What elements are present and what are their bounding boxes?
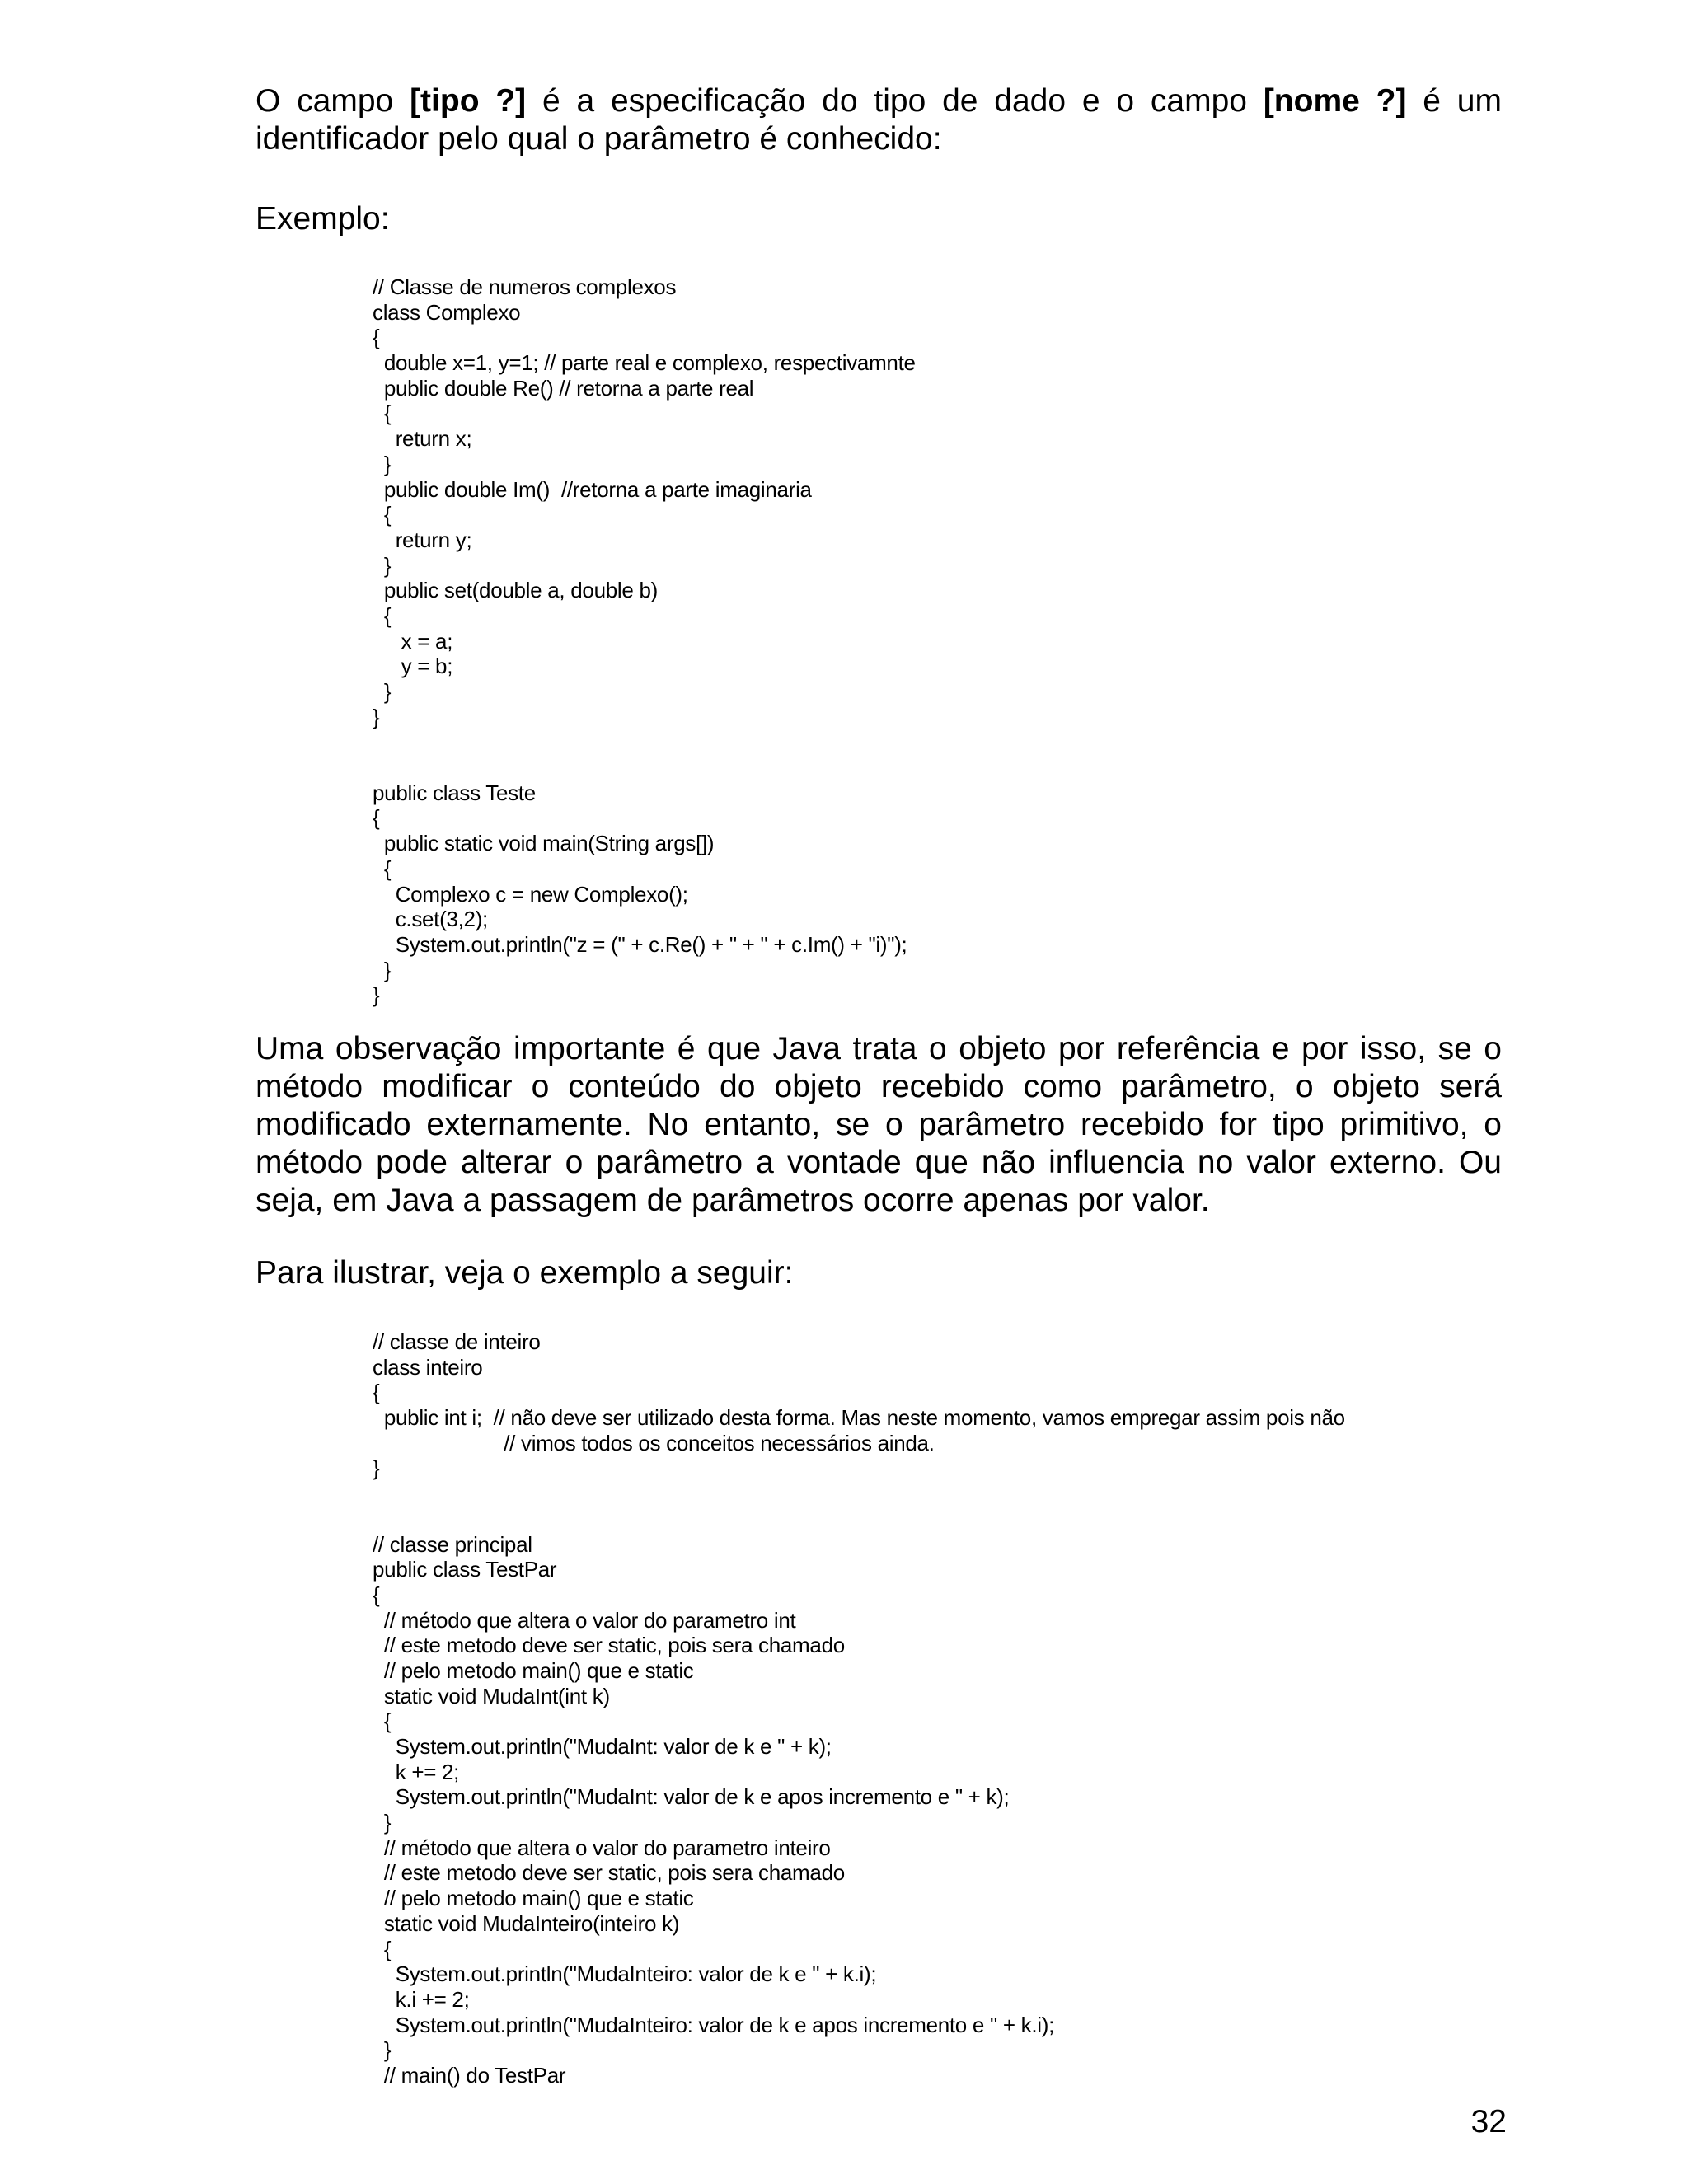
intro-bold-nome: [nome ?] (1263, 83, 1407, 119)
intro-text-start: O campo (256, 83, 410, 119)
code-line: { (373, 1582, 380, 1607)
code-line: public class TestPar (373, 1557, 557, 1582)
code-line: public static void main(String args[]) (373, 831, 715, 856)
code-line: class inteiro (373, 1354, 483, 1380)
code-line: } (373, 552, 392, 578)
code-line: y = b; (373, 654, 453, 679)
code-line: // este metodo deve ser static, pois sera chamado (373, 1633, 845, 1658)
code-line (373, 755, 1609, 780)
code-line: Complexo c = new Complexo(); (373, 881, 688, 907)
intro-paragraph (256, 82, 1502, 158)
code-line: class Complexo (373, 299, 521, 325)
code-line: } (373, 1810, 392, 1835)
code-line: public double Re() // retorna a parte real (373, 375, 754, 401)
code-block-testpar (373, 1329, 1609, 2088)
code-line: static void MudaInt(int k) (373, 1683, 610, 1708)
illustrate-paragraph: Para ilustrar, veja o exemplo a seguir: (256, 1255, 794, 1291)
code-line: } (373, 451, 392, 476)
code-line: } (373, 1455, 380, 1481)
code-line (373, 1507, 1609, 1532)
code-line: { (373, 502, 392, 527)
code-line: } (373, 679, 392, 704)
code-line: { (373, 401, 392, 426)
code-line: { (373, 325, 380, 350)
observation-paragraph: Uma observação importante é que Java trata o objeto por referência e por isso, se o método modificar o conteúdo do objeto recebido como parâmetro, o objeto será modificado externamente. No entanto, se o parâmetro recebido for tipo primitivo, o método pode alterar o parâmetro a vontade que não influencia no valor externo. Ou seja, em Java a passagem de parâmetros ocorre apenas por valor. (256, 1031, 1502, 1218)
example-label: Exemplo: (256, 201, 390, 237)
code-line: public int i; // não deve ser utilizado desta forma. Mas neste momento, vamos empregar assim pois não (373, 1405, 1345, 1431)
code-line: public set(double a, double b) (373, 578, 658, 603)
code-line: x = a; (373, 628, 453, 654)
code-line: // vimos todos os conceitos necessários ainda. (373, 1430, 935, 1455)
code-line: // classe principal (373, 1531, 532, 1557)
code-line: { (373, 1936, 392, 1961)
code-line: k += 2; (373, 1759, 460, 1784)
code-line: // pelo metodo main() que e static (373, 1657, 694, 1683)
code-line: c.set(3,2); (373, 907, 488, 932)
code-line: { (373, 602, 392, 628)
code-line: } (373, 982, 380, 1008)
code-line: // main() do TestPar (373, 2062, 566, 2088)
code-line: return x; (373, 426, 472, 452)
code-line: double x=1, y=1; // parte real e complexo, respectivamnte (373, 350, 916, 376)
code-line: } (373, 2037, 392, 2063)
code-line: // pelo metodo main() que e static (373, 1886, 694, 1911)
intro-bold-tipo: [tipo ?] (410, 83, 527, 119)
code-line: System.out.println("MudaInteiro: valor de k e " + k.i); (373, 1961, 877, 1987)
code-line: System.out.println("MudaInteiro: valor de k e apos incremento e " + k.i); (373, 2012, 1055, 2037)
code-line: public double Im() //retorna a parte imaginaria (373, 476, 812, 502)
code-line: public class Teste (373, 780, 536, 805)
code-line: System.out.println("MudaInt: valor de k e apos incremento e " + k); (373, 1784, 1010, 1810)
code-line: // Classe de numeros complexos (373, 274, 677, 299)
code-line (373, 1481, 1609, 1507)
code-line: // método que altera o valor do parametro int (373, 1607, 796, 1633)
code-line: k.i += 2; (373, 1986, 470, 2012)
intro-text-end: é um identificador pelo qual o parâmetro é conhecido: (256, 83, 1502, 157)
code-line: return y; (373, 527, 472, 552)
code-line: { (373, 805, 380, 831)
code-line: // este metodo deve ser static, pois sera chamado (373, 1860, 845, 1886)
code-line: } (373, 957, 392, 982)
page-number: 32 (1470, 2104, 1507, 2139)
code-line: { (373, 1380, 380, 1405)
code-line: // classe de inteiro (373, 1329, 541, 1354)
code-line: { (373, 855, 392, 881)
code-line: static void MudaInteiro(inteiro k) (373, 1910, 680, 1936)
code-line: } (373, 704, 380, 729)
intro-text-middle: é a especificação do tipo de dado e o campo (526, 83, 1264, 119)
code-line: // método que altera o valor do parametro inteiro (373, 1835, 831, 1860)
code-line: System.out.println("z = (" + c.Re() + " + " + c.Im() + "i)"); (373, 931, 907, 957)
code-line: { (373, 1708, 392, 1734)
code-block-complexo (373, 274, 1609, 1008)
code-line (373, 729, 1609, 755)
code-line: System.out.println("MudaInt: valor de k e " + k); (373, 1734, 832, 1759)
